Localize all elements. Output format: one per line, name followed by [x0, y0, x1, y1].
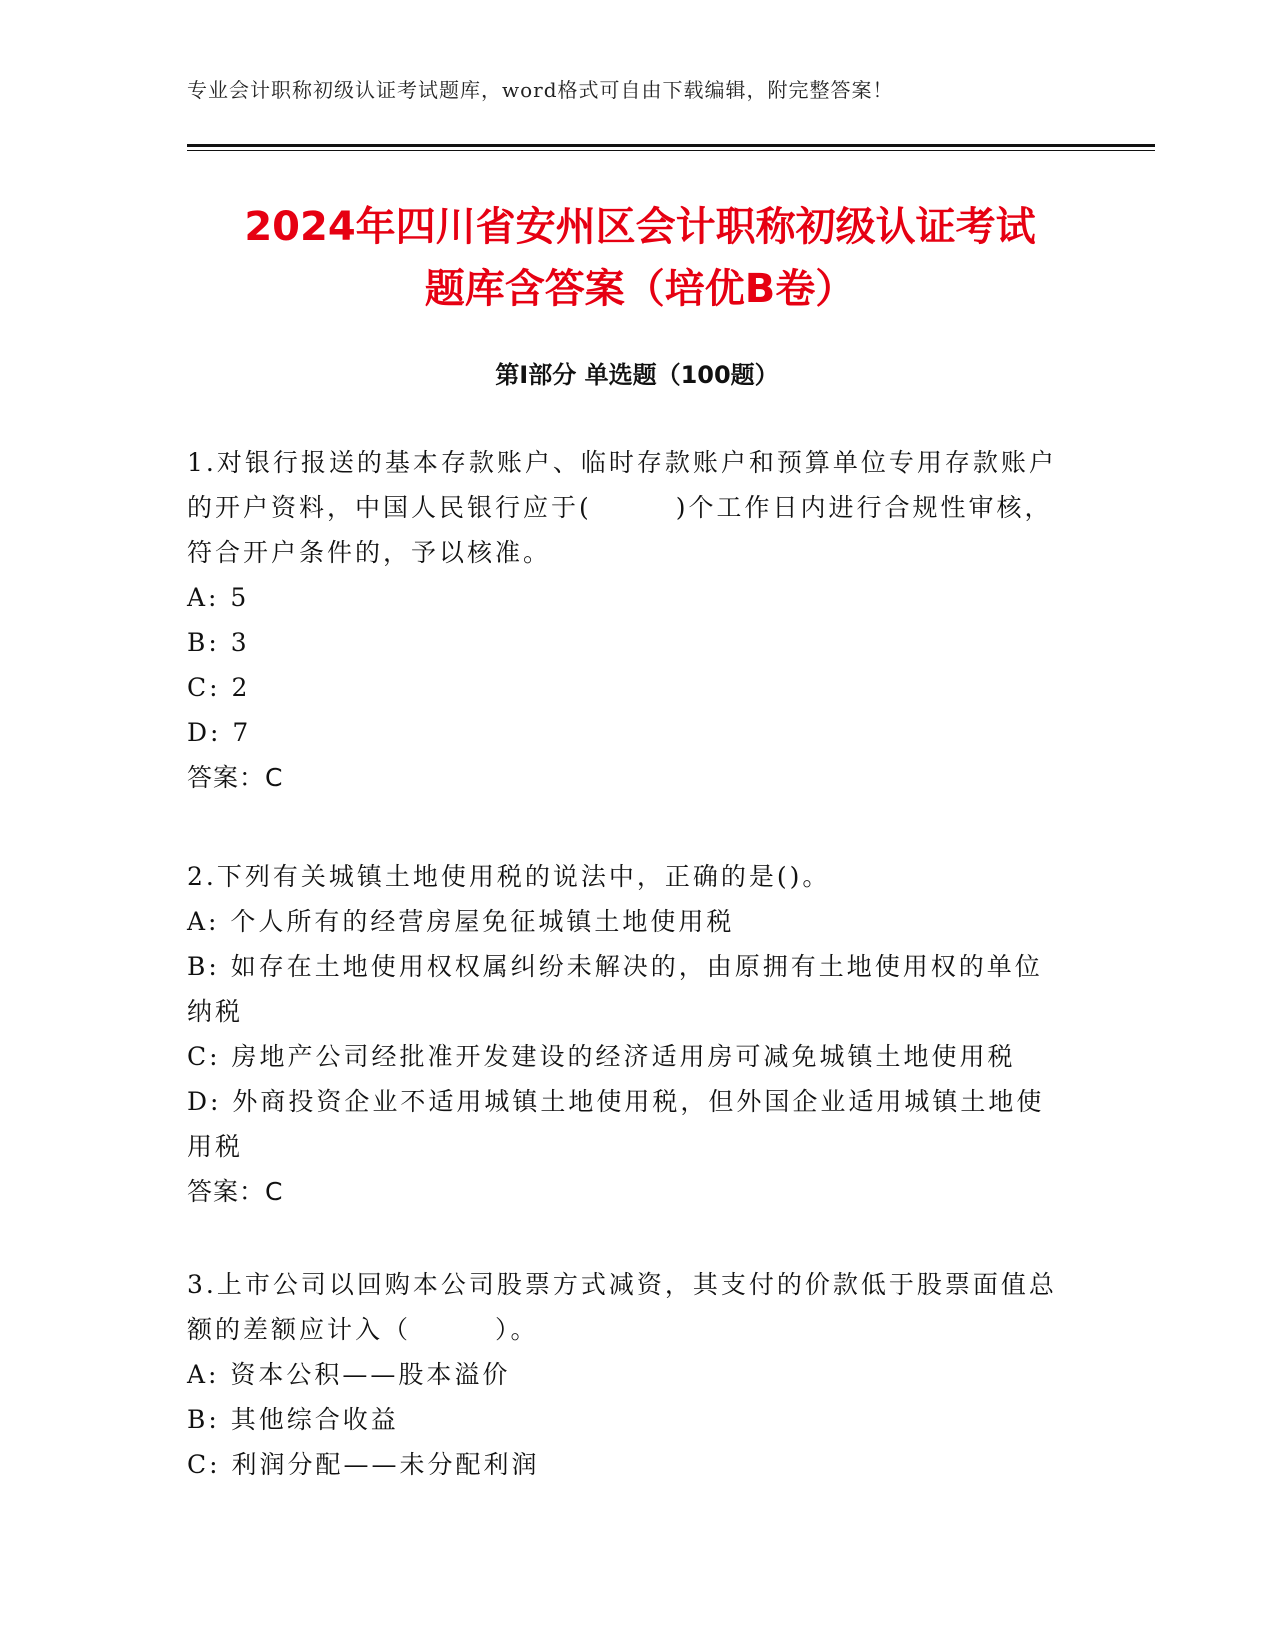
option-c: C: 利润分配——未分配利润	[187, 1450, 540, 1479]
question-3	[187, 1262, 1067, 1487]
header-rule-thick	[187, 144, 1155, 147]
question-2	[187, 854, 1067, 1214]
document-title-line-1: 2024年四川省安州区会计职称初级认证考试	[244, 204, 1036, 250]
option-c: C: 2	[187, 673, 251, 702]
option-a: A: 资本公积——股本溢价	[187, 1360, 511, 1389]
option-d: D: 外商投资企业不适用城镇土地使用税，但外国企业适用城镇土地使用税	[187, 1087, 1045, 1161]
option-b: B: 3	[187, 628, 250, 657]
question-stem: 3.上市公司以回购本公司股票方式减资，其支付的价款低于股票面值总额的差额应计入（ ）。	[187, 1270, 1057, 1344]
answer: 答案：C	[187, 763, 284, 792]
header-rule-thin	[187, 150, 1155, 151]
document-title-line-2: 题库含答案（培优B卷）	[424, 266, 856, 312]
option-b: B: 如存在土地使用权权属纠纷未解决的，由原拥有土地使用权的单位纳税	[187, 952, 1043, 1026]
option-b: B: 其他综合收益	[187, 1405, 399, 1434]
option-a: A: 个人所有的经营房屋免征城镇土地使用税	[187, 907, 735, 936]
question-stem: 2.下列有关城镇土地使用税的说法中，正确的是()。	[187, 862, 831, 891]
question-1	[187, 440, 1067, 800]
document-title	[180, 196, 1100, 320]
option-c: C: 房地产公司经批准开发建设的经济适用房可减免城镇土地使用税	[187, 1042, 1016, 1071]
answer: 答案：C	[187, 1177, 284, 1206]
option-a: A: 5	[187, 583, 250, 612]
question-stem: 1.对银行报送的基本存款账户、临时存款账户和预算单位专用存款账户的开户资料，中国人民银行应于( )个工作日内进行合规性审核，符合开户条件的，予以核准。	[187, 448, 1057, 567]
option-d: D: 7	[187, 718, 252, 747]
page-header: 专业会计职称初级认证考试题库，word格式可自由下载编辑，附完整答案！	[187, 78, 894, 102]
section-title: 第Ⅰ部分 单选题（100题）	[495, 361, 779, 389]
